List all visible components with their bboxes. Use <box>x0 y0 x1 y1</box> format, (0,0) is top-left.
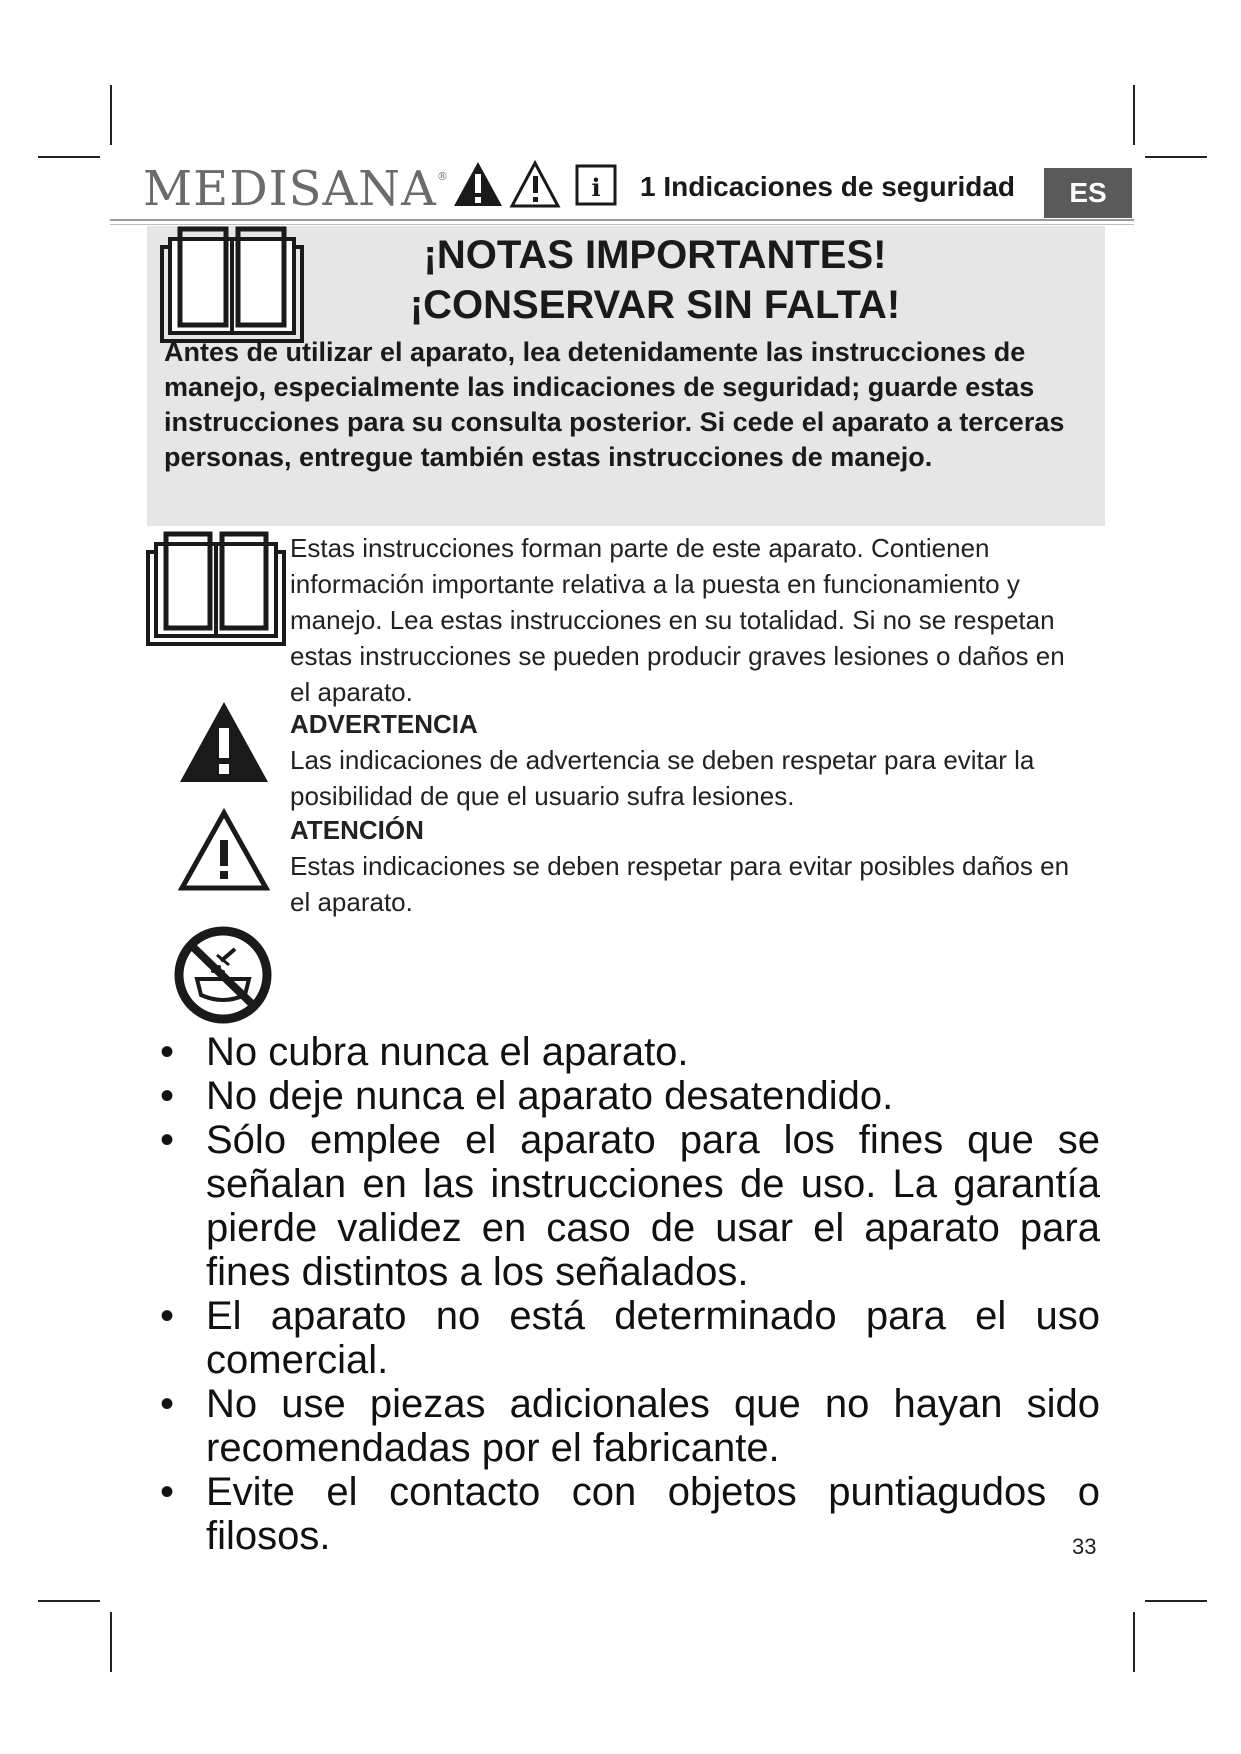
svg-text:i: i <box>591 173 601 202</box>
crop-mark <box>38 156 100 158</box>
list-item: • Evite el contacto con objetos puntiagudos o filosos. <box>160 1470 1100 1558</box>
language-tab: ES <box>1044 168 1132 218</box>
crop-mark <box>1145 1600 1207 1602</box>
crop-mark <box>1133 85 1135 145</box>
manual-note-text: Estas instrucciones forman parte de este aparato. Contienen información importante relativa a la puesta en funcionamiento y manejo. Lea estas instrucciones en su totalidad. Si no se respetan estas instrucciones se pueden producir graves lesiones o daños en el aparato. <box>290 533 1065 707</box>
header-divider <box>110 219 1134 221</box>
manual-book-icon <box>160 225 306 343</box>
section-title: 1 Indicaciones de seguridad <box>640 171 1016 202</box>
crop-mark <box>110 85 112 145</box>
list-item: • No deje nunca el aparato desatendido. <box>160 1074 894 1118</box>
page-number: 33 <box>1072 1534 1097 1559</box>
list-item: • No cubra nunca el aparato. <box>160 1030 689 1074</box>
warning-outline-icon <box>512 163 558 206</box>
brand-logo: MEDISANA® <box>143 161 449 217</box>
warning-block <box>290 706 1090 814</box>
warning-filled-icon <box>178 700 270 784</box>
caution-label: ATENCIÓN <box>290 815 424 845</box>
warning-label: ADVERTENCIA <box>290 709 478 739</box>
no-bath-icon <box>173 925 273 1025</box>
list-item: • No use piezas adicionales que no hayan sido recomendadas por el fabricante. <box>160 1382 1100 1470</box>
notice-body: Antes de utilizar el aparato, lea detenidamente las instrucciones de manejo, especialmente las indicaciones de seguridad; guarde estas instrucciones para su consulta posterior. Si cede el aparato a terceras personas, entregue también estas instrucciones de manejo. <box>164 337 1065 472</box>
warning-outline-icon <box>178 808 270 892</box>
crop-mark <box>110 1612 112 1672</box>
header-icons <box>452 160 622 210</box>
warning-text: Las indicaciones de advertencia se deben respetar para evitar la posibilidad de que el usuario sufra lesiones. <box>290 745 1035 811</box>
notice-title: ¡NOTAS IMPORTANTES! ¡CONSERVAR SIN FALTA! <box>409 233 901 327</box>
crop-mark <box>1145 156 1207 158</box>
warning-filled-icon <box>454 162 502 206</box>
list-item: • El aparato no está determinado para el uso comercial. <box>160 1294 1100 1382</box>
info-icon <box>577 166 615 204</box>
crop-mark <box>1133 1612 1135 1672</box>
safety-bullet-list <box>160 1030 1100 1558</box>
crop-mark <box>38 1600 100 1602</box>
manual-book-icon <box>146 530 288 648</box>
caution-block <box>290 812 1090 920</box>
caution-text: Estas indicaciones se deben respetar para evitar posibles daños en el aparato. <box>290 851 1070 917</box>
list-item: • Sólo emplee el aparato para los fines que se señalan en las instrucciones de uso. La garantía pierde validez en caso de usar el aparato para fines distintos a los señalados. <box>160 1118 1100 1294</box>
